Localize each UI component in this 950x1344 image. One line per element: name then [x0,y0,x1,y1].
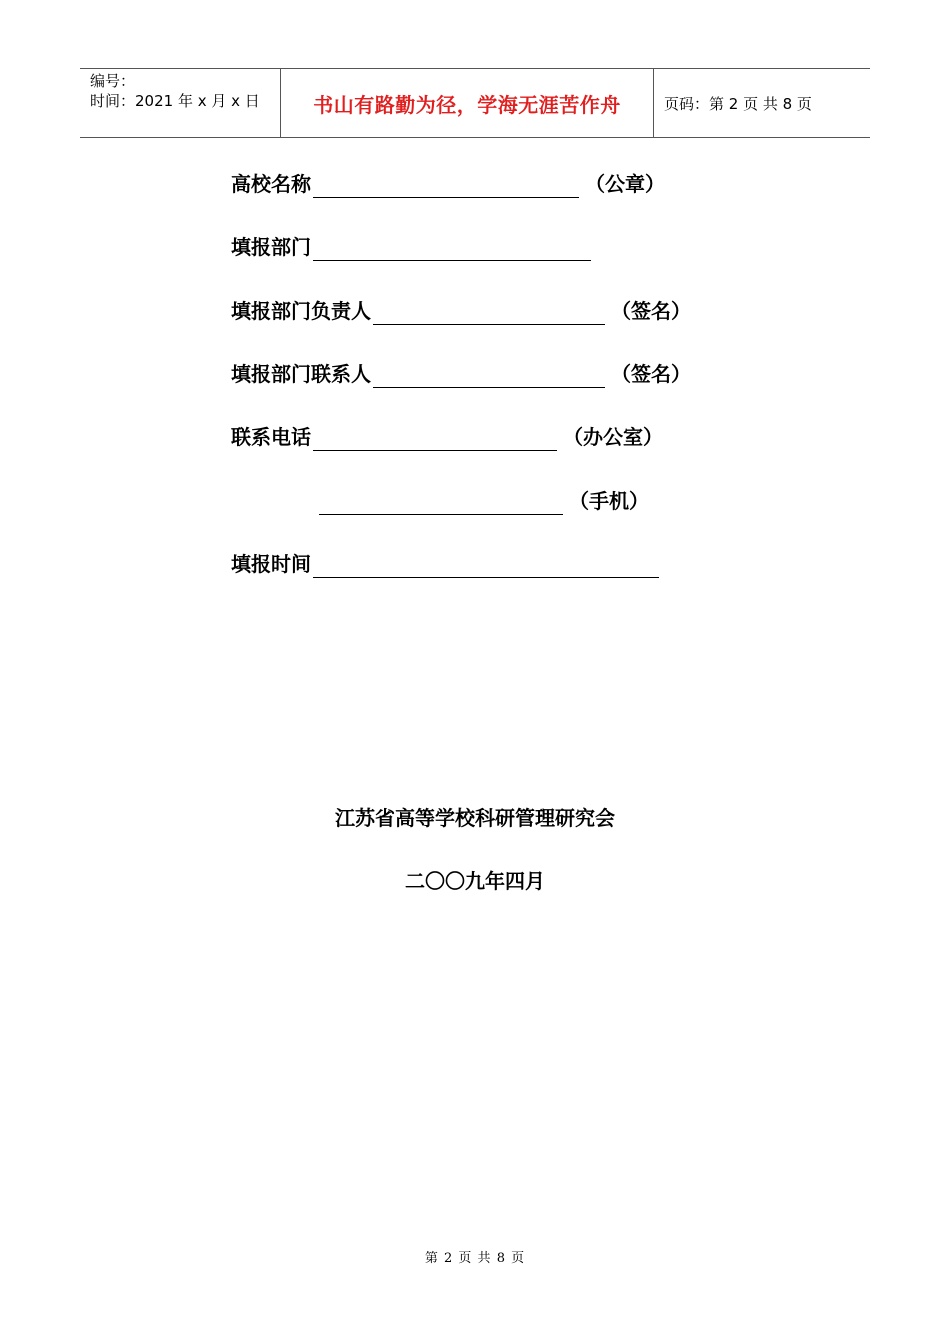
dept-head-row [231,297,691,325]
page-header [80,68,870,138]
time-label: 时间：2021 年 x 月 x 日 [90,92,260,110]
fill-time-label: 填报时间 [231,552,311,576]
department-label: 填报部门 [231,235,311,259]
dept-contact-suffix: （签名） [611,362,691,386]
dept-head-label: 填报部门负责人 [231,299,371,323]
mobile-row [317,487,649,515]
mobile-blank[interactable] [319,492,563,515]
phone-label: 联系电话 [231,425,311,449]
phone-suffix: （办公室） [563,425,663,449]
department-blank[interactable] [313,238,591,261]
issue-date: 二〇〇九年四月 [405,869,545,893]
phone-blank[interactable] [313,428,557,451]
school-name-suffix: （公章） [585,172,665,196]
dept-contact-label: 填报部门联系人 [231,362,371,386]
school-name-row [231,170,665,198]
fill-time-row [231,550,661,578]
phone-row [231,423,663,451]
dept-head-suffix: （签名） [611,299,691,323]
department-row [231,233,593,261]
organization-name: 江苏省高等学校科研管理研究会 [335,806,615,830]
dept-contact-row [231,360,691,388]
page-footer: 第 2 页 共 8 页 [424,1251,526,1266]
school-name-label: 高校名称 [231,172,311,196]
dept-contact-blank[interactable] [373,365,605,388]
dept-head-blank[interactable] [373,302,605,325]
school-name-blank[interactable] [313,175,579,198]
motto-text: 书山有路勤为径，学海无涯苦作舟 [313,92,621,117]
page-info-text: 页码：第 2 页 共 8 页 [664,94,812,113]
fill-time-blank[interactable] [313,555,659,578]
number-label: 编号： [90,72,136,90]
header-meta [80,69,281,137]
header-page-info [654,69,870,137]
header-motto-cell [281,69,654,137]
mobile-suffix: （手机） [569,489,649,513]
